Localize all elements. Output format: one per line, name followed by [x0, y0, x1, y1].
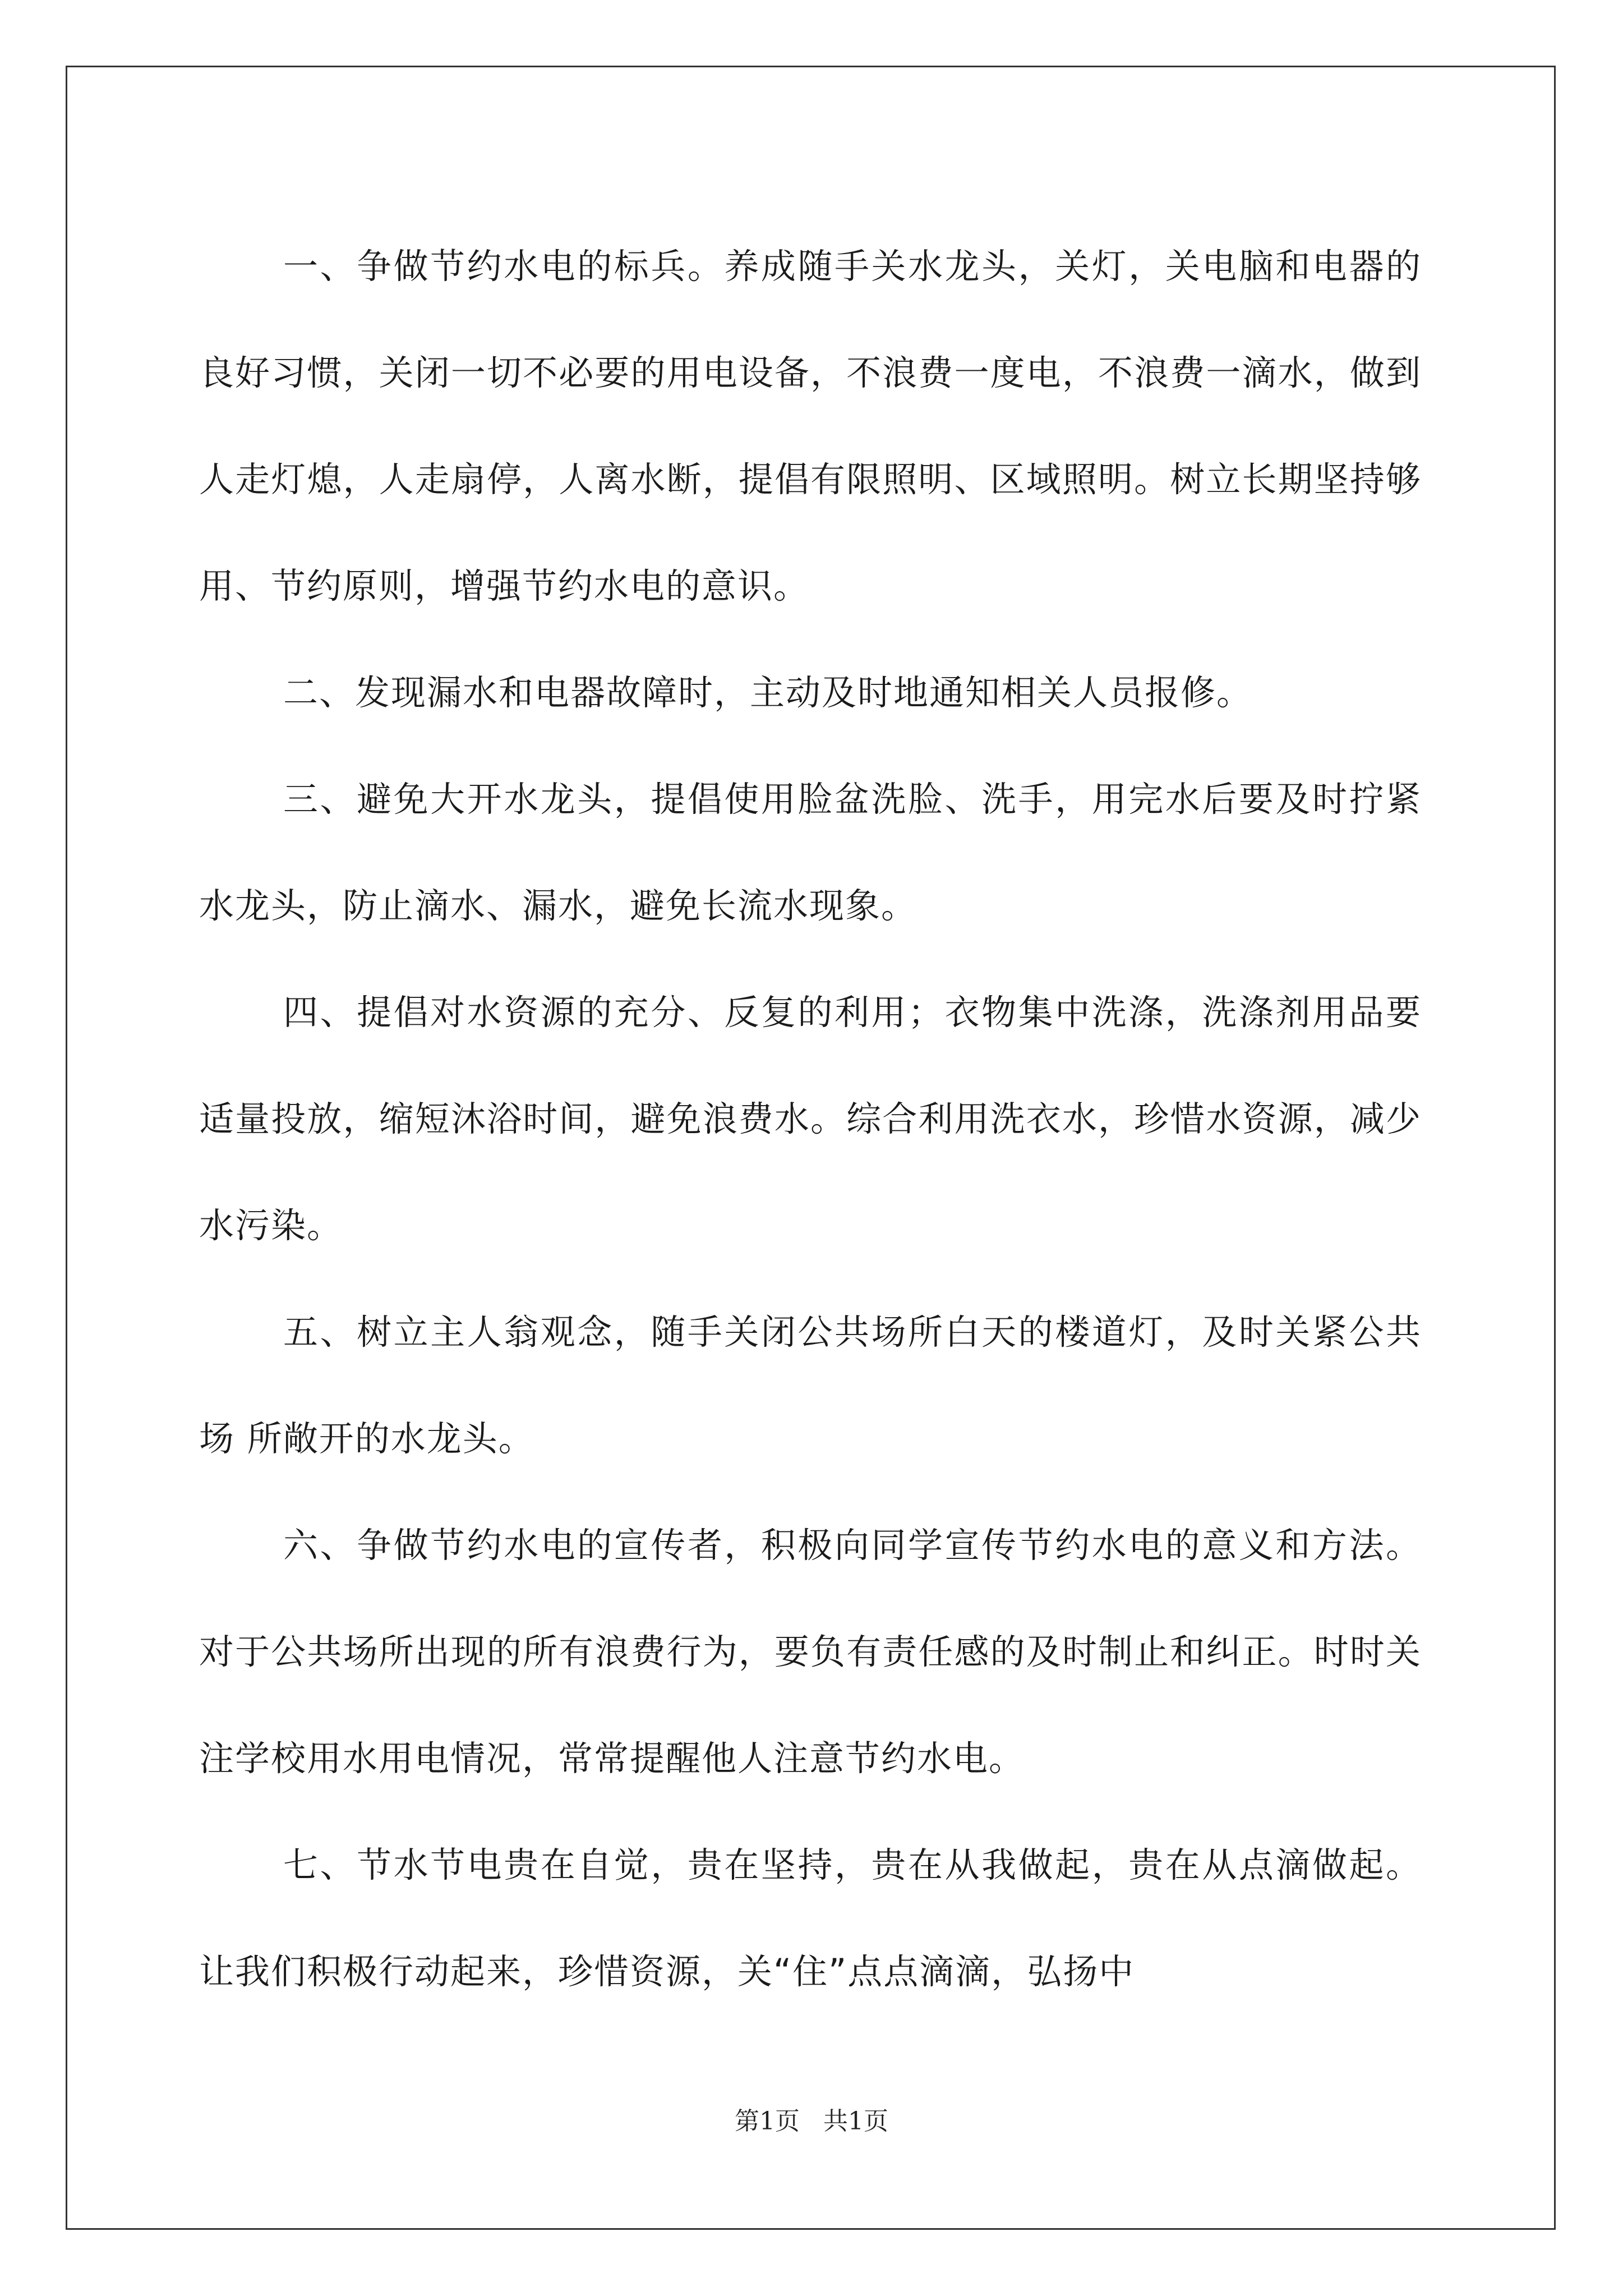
paragraph-3: 三、避免大开水龙头，提倡使用脸盆洗脸、洗手，用完水后要及时拧紧水龙头，防止滴水、漏水，避免长流水现象。 — [199, 779, 1422, 926]
paragraph-6: 六、争做节约水电的宣传者，积极向同学宣传节约水电的意义和方法。对于公共场所出现的所有浪费行为，要负有责任感的及时制止和纠正。时时关注学校用水用电情况，常常提醒他人注意节约水电。 — [199, 1525, 1422, 1779]
paragraph-2: 二、发现漏水和电器故障时，主动及时地通知相关人员报修。 — [283, 672, 1253, 713]
paragraph-1: 一、争做节约水电的标兵。养成随手关水龙头，关灯，关电脑和电器的良好习惯，关闭一切不必要的用电设备，不浪费一度电，不浪费一滴水，做到人走灯熄，人走扇停，人离水断，提倡有限照明、区域照明。树立长期坚持够用、节约原则，增强节约水电的意识。 — [199, 246, 1422, 606]
paragraph-7: 七、节水节电贵在自觉，贵在坚持，贵在从我做起，贵在从点滴做起。让我们积极行动起来，珍惜资源，关“住”点点滴滴，弘扬中 — [199, 1844, 1422, 1992]
paragraph-5: 五、树立主人翁观念，随手关闭公共场所白天的楼道灯，及时关紧公共场 所敞开的水龙头。 — [199, 1312, 1422, 1459]
document-body — [199, 213, 1422, 2025]
page-number-footer: 第1页 共1页 — [735, 2107, 888, 2136]
paragraph-4: 四、提倡对水资源的充分、反复的利用；衣物集中洗涤，洗涤剂用品要适量投放，缩短沐浴时间，避免浪费水。综合利用洗衣水，珍惜水资源，减少水污染。 — [199, 992, 1422, 1246]
